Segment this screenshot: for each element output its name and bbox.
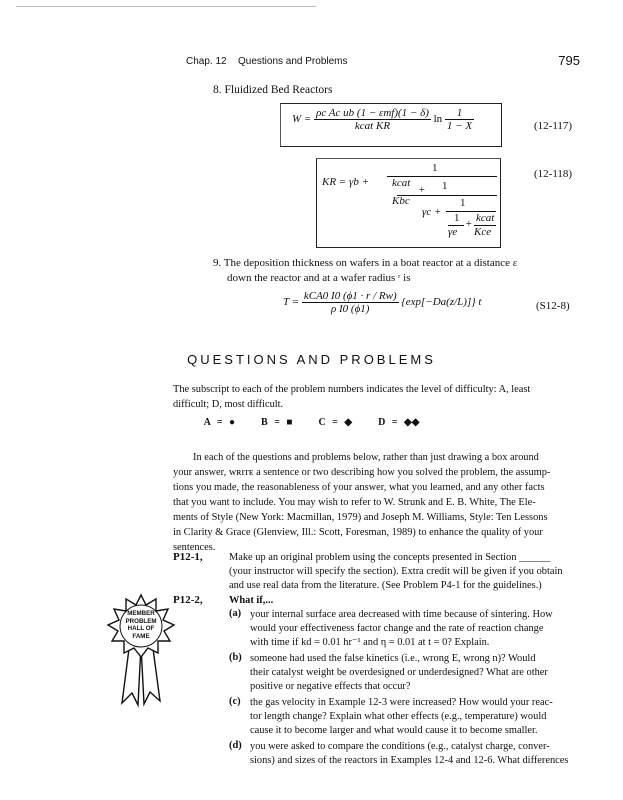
eq118-plus2: + (465, 218, 473, 230)
difficulty-legend (0, 417, 623, 428)
a-line2: would your effectiveness factor change and the rate of reaction change (250, 623, 544, 634)
eq118-ge: γe (448, 226, 458, 238)
eq118-one-d: 1 (454, 212, 460, 224)
s128-lhs: T = (283, 296, 300, 309)
eq117-tag: (12-117) (534, 120, 573, 132)
difficulty-intro (173, 382, 583, 412)
hall-of-fame-badge (106, 593, 176, 709)
subproblem-a (250, 608, 582, 650)
section-heading: QUESTIONS AND PROBLEMS (187, 352, 436, 367)
eq117-ln-num: 1 (445, 107, 474, 120)
eq118-kce: Kce (474, 226, 492, 238)
eq118-one-c: 1 (460, 197, 466, 209)
eq117-fraction (314, 107, 431, 132)
eq118-bar-b (397, 195, 497, 196)
eq117-denominator: kcat KR (354, 120, 391, 132)
eq118-kcat2: kcat (476, 212, 495, 224)
s128-denominator: ρ I0 (ϕ1) (330, 303, 370, 315)
para-line1: In each of the questions and problems below, rather than just drawing a box around (193, 452, 539, 463)
problem-label-p12-2: P12-2, (173, 594, 203, 606)
intro-line2: difficult; D, most difficult. (173, 399, 284, 410)
badge-line4: FAME (132, 632, 150, 640)
subproblem-c (250, 696, 582, 738)
legend-d: D = ◆◆ (378, 417, 420, 428)
equation-12-118 (322, 164, 497, 244)
eq118-lhs: KR = γb + (322, 176, 369, 188)
equation-s12-8 (283, 290, 481, 315)
eq117-lhs: W = (292, 113, 312, 126)
a-line3: with time if kd = 0.01 hr⁻¹ and η = 0.01 at t = 0? Explain. (250, 637, 490, 648)
item9-text (213, 256, 517, 286)
eq118-one-a: 1 (432, 162, 438, 174)
eq118-tag: (12-118) (534, 168, 573, 180)
c-line3: cause it to become larger and what would cause it to become smaller. (250, 725, 538, 736)
c-line2: tor length change? Explain what other effects (e.g., temperature) would (250, 711, 547, 722)
instructions-paragraph (173, 450, 583, 555)
para-line7: sentences. (173, 542, 216, 553)
item9-line2: down the reactor and at a wafer radius ʳ is (227, 272, 411, 284)
b-line1: someone had used the false kinetics (i.e., wrong E, wrong n)? Would (250, 653, 536, 664)
eq118-gc: γc + (422, 206, 442, 218)
d-line1: you were asked to compare the conditions (e.g., catalyst charge, conver- (250, 741, 550, 752)
badge-line3: HALL OF (127, 625, 155, 632)
subproblem-d (250, 740, 582, 768)
c-line1: the gas velocity in Example 12-3 were increased? How would your reac- (250, 697, 553, 708)
eq118-one-b: 1 (442, 180, 448, 192)
badge-text (106, 610, 176, 640)
eq117-numerator: ρc Ac ub (1 − εmf)(1 − δ) (316, 107, 429, 119)
eq117-ln-fraction (445, 107, 474, 132)
equation-12-117 (292, 107, 474, 132)
problem-p12-2-title: What if,... (229, 595, 274, 606)
d-line2: sions) and sizes of the reactors in Examples 12-4 and 12-6. What differences (250, 755, 569, 766)
b-line2: their catalyst weight be overdesigned or underdesigned? What are other (250, 667, 548, 678)
top-rule (16, 6, 316, 7)
s128-numerator: kCA0 I0 (ϕ1 · r / Rw) (303, 290, 397, 302)
eq118-kbc: Kbc (392, 195, 410, 207)
para-line3: tions you made, the reasonableness of your answer, what you learned, and any other facts (173, 482, 545, 493)
s128-tag: (S12-8) (536, 300, 570, 312)
problem-p12-1 (229, 551, 581, 593)
badge-line2: PROBLEM (125, 617, 157, 625)
legend-c: C = ◆ (318, 417, 353, 428)
badge-line1: MEMBER (127, 610, 155, 617)
p1-line1: Make up an original problem using the concepts presented in Section ______ (229, 552, 551, 563)
s128-rhs: {exp[−Da(z/L)]} t (401, 296, 482, 309)
sub-label-d: (d) (229, 740, 242, 751)
para-line4: that you want to include. You may wish to refer to W. Strunk and E. B. White, The Ele- (173, 497, 536, 508)
b-line3: positive or negative effects that occur? (250, 681, 411, 692)
sub-label-c: (c) (229, 696, 241, 707)
para-line5: ments of Style (New York: Macmillan, 1979) and Joseph M. Williams, Style: Ten Lessons (173, 512, 548, 523)
sub-label-a: (a) (229, 608, 242, 619)
eq118-kcat: kcat (392, 177, 411, 189)
page-number: 795 (558, 53, 580, 68)
subproblem-b (250, 652, 582, 694)
item9-line1: 9. The deposition thickness on wafers in a boat reactor at a distance ɛ (213, 257, 518, 269)
legend-b: B = ■ (261, 417, 293, 428)
eq117-ln-den: 1 − X (446, 120, 473, 132)
para-line2: your answer, ᴡʀɪᴛᴇ a sentence or two describing how you solved the problem, the assump- (173, 467, 551, 478)
item8-title: 8. Fluidized Bed Reactors (213, 84, 333, 96)
intro-line1: The subscript to each of the problem numbers indicates the level of difficulty: A, least (173, 384, 531, 395)
eq118-plus1: + (418, 184, 426, 196)
eq117-ln: ln (433, 113, 443, 126)
p1-line2: (your instructor will specify the section). Extra credit will be given if you obtain (229, 566, 563, 577)
problem-label-p12-1: P12-1, (173, 551, 203, 563)
chapter-label: Chap. 12 (186, 56, 227, 67)
section-label: Questions and Problems (238, 56, 348, 67)
sub-label-b: (b) (229, 652, 242, 663)
p1-line3: and use real data from the literature. (See Problem P4-1 for the guidelines.) (229, 580, 542, 591)
para-line6: in Clarity & Grace (Glenview, Ill.: Scott, Foresman, 1989) to enhance the quality of your (173, 527, 543, 538)
s128-fraction (302, 290, 399, 315)
a-line1: your internal surface area decreased with time because of sintering. How (250, 609, 553, 620)
legend-a: A = ● (203, 417, 236, 428)
